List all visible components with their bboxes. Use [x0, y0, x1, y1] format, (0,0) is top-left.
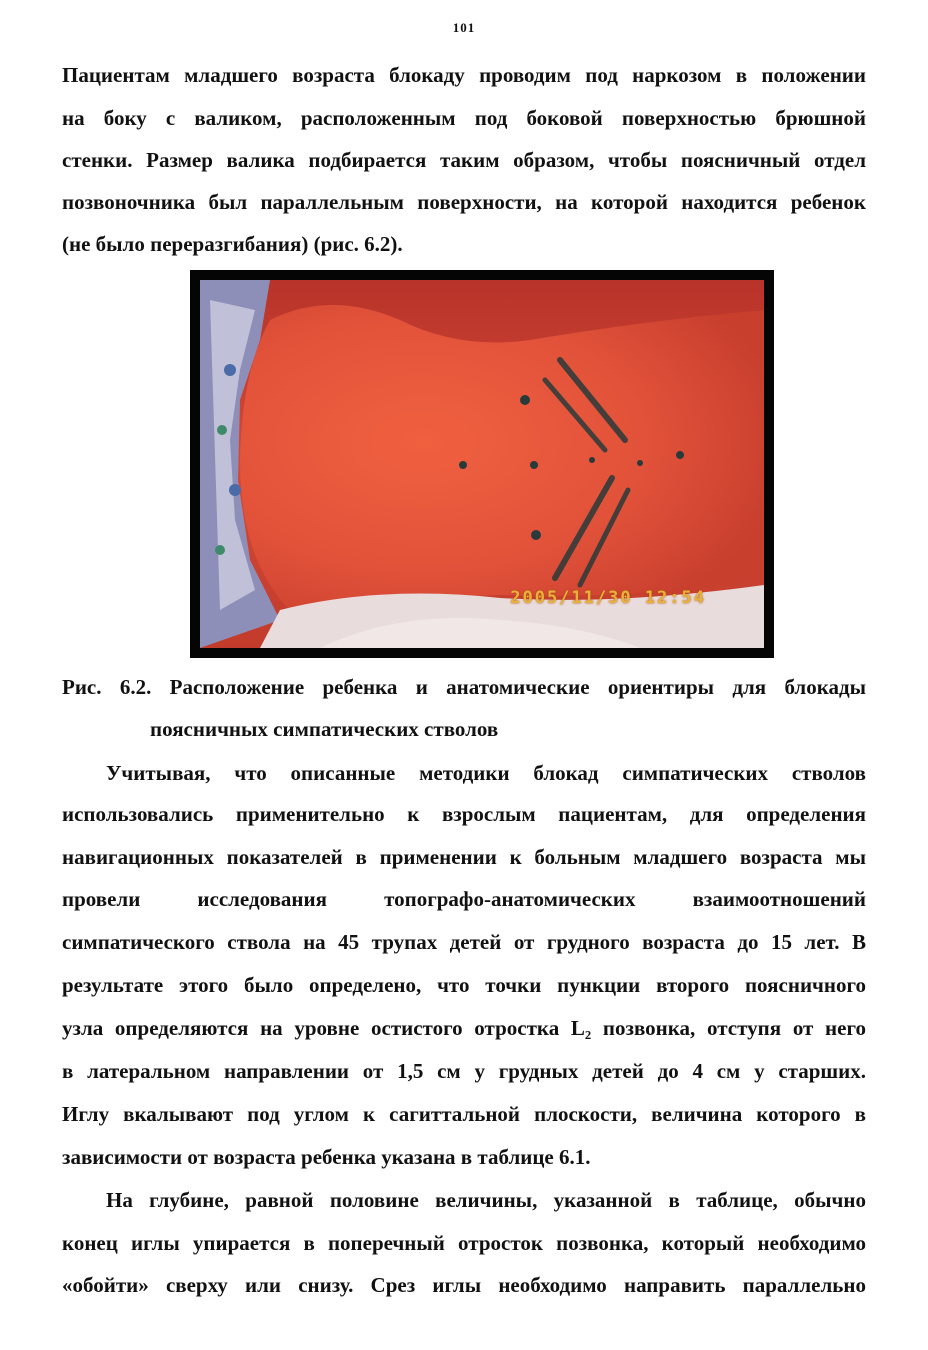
text-line: в латеральном направлении от 1,5 см у грудных детей до 4 см у старших. — [62, 1059, 866, 1083]
photo-timestamp: 2005/11/30 12:54 — [510, 588, 706, 608]
text-line: узла определяются на уровне остистого отростка L₂ позвонка, отступя от него — [62, 1016, 866, 1040]
text-line: Учитывая, что описанные методики блокад симпатических стволов — [106, 761, 866, 785]
figure-photo — [200, 280, 764, 648]
page-number: 101 — [452, 20, 476, 35]
text-line: На глубине, равной половине величины, указанной в таблице, обычно — [106, 1188, 866, 1212]
figure-caption-continuation: поясничных симпатических стволов — [150, 717, 499, 741]
text-line: зависимости от возраста ребенка указана в таблице 6.1. — [62, 1145, 591, 1169]
figure-photo-frame — [190, 270, 774, 658]
text-line: симпатического ствола на 45 трупах детей от грудного возраста до 15 лет. В — [62, 930, 866, 954]
text-line: Пациентам младшего возраста блокаду проводим под наркозом в положении — [62, 63, 866, 87]
text-line: результате этого было определено, что точки пункции второго поясничного — [62, 973, 866, 997]
text-line: провели исследования топографо-анатомических взаимоотношений — [62, 887, 866, 911]
text-line: «обойти» сверху или снизу. Срез иглы необходимо направить параллельно — [62, 1273, 866, 1297]
text-line: стенки. Размер валика подбирается таким образом, чтобы поясничный отдел — [62, 148, 866, 172]
text-line: на боку с валиком, расположенным под боковой поверхностью брюшной — [62, 106, 866, 130]
text-line: (не было переразгибания) (рис. 6.2). — [62, 232, 403, 256]
text-line: конец иглы упирается в поперечный отросток позвонка, который необходимо — [62, 1231, 866, 1255]
text-line: позвоночника был параллельным поверхности, на которой находится ребенок — [62, 190, 866, 214]
text-line: использовались применительно к взрослым пациентам, для определения — [62, 802, 866, 826]
text-line: Иглу вкалывают под углом к сагиттальной плоскости, величина которого в — [62, 1102, 866, 1126]
figure-caption: Рис. 6.2. Расположение ребенка и анатомические ориентиры для блокады — [62, 675, 866, 699]
text-line: навигационных показателей в применении к больным младшего возраста мы — [62, 845, 866, 869]
